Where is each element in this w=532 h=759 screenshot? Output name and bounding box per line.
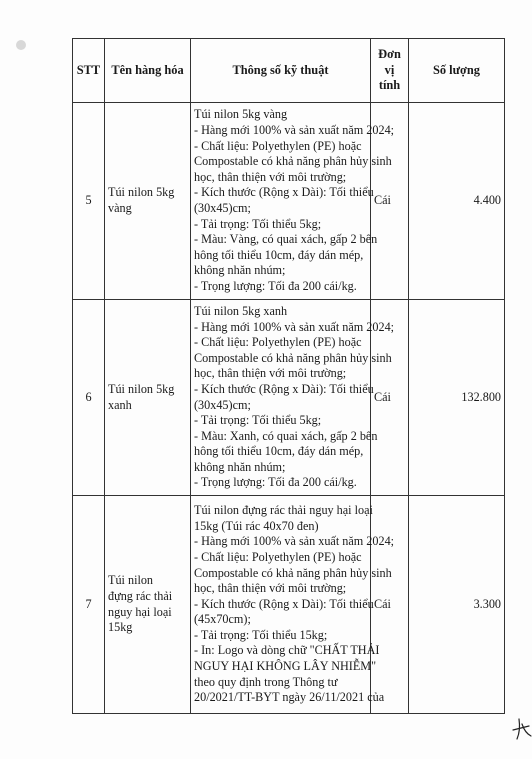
row-stt: 6 [73, 300, 105, 496]
spec-line: - Chất liệu: Polyethylen (PE) hoặc [194, 549, 362, 564]
spec-line: Túi nilon 5kg vàng [194, 107, 288, 122]
spec-line: - Màu: Vàng, có quai xách, gấp 2 bên [194, 232, 378, 247]
header-unit-line: Đơn [378, 47, 401, 62]
row-qty: 3.300 [409, 496, 505, 714]
spec-line: - Chất liệu: Polyethylen (PE) hoặc [194, 138, 362, 153]
spec-line: - Tải trọng: Tối thiểu 15kg; [194, 627, 328, 642]
spec-line: - Màu: Xanh, có quai xách, gấp 2 bên [194, 428, 378, 443]
row-stt: 5 [73, 103, 105, 300]
name-line: 15kg [108, 620, 133, 635]
name-line: đựng rác thải [108, 588, 173, 603]
spec-line: theo quy định trong Thông tư [194, 674, 338, 689]
header-name: Tên hàng hóa [105, 39, 191, 103]
row-qty: 4.400 [409, 103, 505, 300]
spec-line: học, thân thiện với môi trường; [194, 169, 347, 184]
goods-spec-table [72, 38, 505, 714]
spec-line: - Kích thước (Rộng x Dài): Tối thiểu [194, 381, 374, 396]
punch-hole [16, 40, 26, 50]
spec-line: - Trọng lượng: Tối đa 200 cái/kg. [194, 278, 357, 293]
spec-line: - Trọng lượng: Tối đa 200 cái/kg. [194, 475, 357, 490]
spec-line: 15kg (Túi rác 40x70 đen) [194, 518, 319, 533]
spec-line: - Chất liệu: Polyethylen (PE) hoặc [194, 335, 362, 350]
row-name [105, 496, 191, 714]
name-line: xanh [108, 397, 132, 412]
spec-line: học, thân thiện với môi trường; [194, 366, 347, 381]
spec-line: không nhăn nhúm; [194, 459, 286, 474]
spec-line: hông tối thiểu 10cm, đáy dán mép, [194, 247, 364, 262]
row-unit: Cái [371, 496, 409, 714]
table-row [73, 103, 505, 300]
spec-line: - Hàng mới 100% và sản xuất năm 2024; [194, 319, 395, 334]
header-unit-line: tính [378, 78, 401, 93]
header-qty: Số lượng [409, 39, 505, 103]
spec-line: - Kích thước (Rộng x Dài): Tối thiểu [194, 185, 374, 200]
row-stt: 7 [73, 496, 105, 714]
row-unit: Cái [371, 103, 409, 300]
spec-line: 20/2021/TT-BYT ngày 26/11/2021 của [194, 690, 385, 705]
spec-line: Compostable có khả năng phân hủy sinh [194, 350, 392, 365]
name-line: Túi nilon [108, 573, 154, 588]
spec-line: Compostable có khả năng phân hủy sinh [194, 565, 392, 580]
spec-line: (30x45)cm; [194, 397, 251, 412]
header-unit-line: vị [384, 62, 395, 77]
table-row [73, 300, 505, 496]
row-qty: 132.800 [409, 300, 505, 496]
spec-line: - Tải trọng: Tối thiểu 5kg; [194, 413, 322, 428]
spec-line: - In: Logo và dòng chữ "CHẤT THẢI [194, 643, 380, 658]
header-spec: Thông số kỹ thuật [191, 39, 371, 103]
spec-line: Túi nilon đựng rác thải nguy hại loại [194, 503, 373, 518]
spec-line: không nhăn nhúm; [194, 263, 286, 278]
spec-line: Compostable có khả năng phân hủy sinh [194, 154, 392, 169]
spec-line: - Hàng mới 100% và sản xuất năm 2024; [194, 534, 395, 549]
name-line: vàng [108, 201, 132, 215]
row-spec [191, 300, 395, 496]
spec-line: hông tối thiểu 10cm, đáy dán mép, [194, 444, 364, 459]
spec-line: - Tải trọng: Tối thiểu 5kg; [194, 216, 322, 231]
row-unit: Cái [371, 300, 409, 496]
spec-line: (45x70cm); [194, 612, 251, 627]
spec-line: NGUY HẠI KHÔNG LÂY NHIỄM" [194, 659, 377, 674]
table-header-row [73, 39, 505, 103]
row-spec [191, 103, 395, 300]
row-name [105, 103, 191, 300]
header-unit [371, 39, 409, 103]
table-row [73, 496, 505, 714]
spec-line: (30x45)cm; [194, 201, 251, 215]
spec-line: học, thân thiện với môi trường; [194, 581, 347, 596]
name-line: Túi nilon 5kg [108, 185, 175, 200]
name-line: Túi nilon 5kg [108, 381, 175, 396]
spec-line: - Kích thước (Rộng x Dài): Tối thiểu [194, 596, 374, 611]
row-name [105, 300, 191, 496]
header-stt: STT [73, 39, 105, 103]
spec-line: - Hàng mới 100% và sản xuất năm 2024; [194, 123, 395, 138]
initial-signature-mark [510, 712, 532, 742]
name-line: nguy hại loại [108, 604, 172, 619]
spec-line: Túi nilon 5kg xanh [194, 303, 288, 318]
